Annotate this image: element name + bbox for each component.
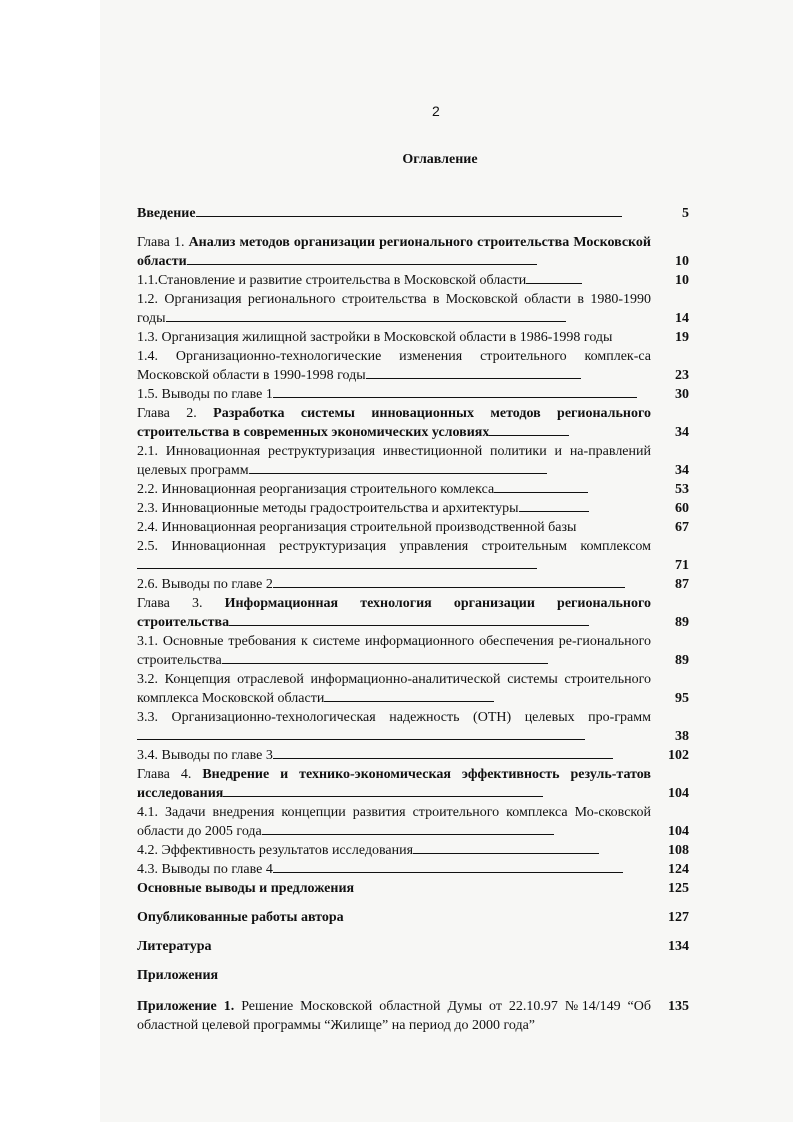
- toc-entry[interactable]: Приложения: [137, 968, 219, 983]
- toc-entry[interactable]: Литература 134: [137, 939, 689, 954]
- toc-entry[interactable]: Глава 1. Анализ методов организации регионального строительства Московской области 10: [137, 235, 689, 269]
- toc-entry[interactable]: Введение 5: [137, 206, 689, 221]
- toc-entry[interactable]: 2.3. Инновационные методы градостроительства и архитектуры 60: [137, 501, 689, 516]
- toc-entry[interactable]: 3.1. Основные требования к системе информационного обеспечения ре-гионального строительства 89: [137, 634, 689, 668]
- toc-entry[interactable]: Глава 3. Информационная технология организации регионального строительства 89: [137, 596, 689, 630]
- toc-entry[interactable]: 2.1. Инновационная реструктуризация инвестиционной политики и на-правлений целевых программ 34: [137, 444, 689, 478]
- toc-entry[interactable]: Опубликованные работы автора 127: [137, 910, 689, 925]
- toc-entry[interactable]: 2.2. Инновационная реорганизация строительного комлекса 53: [137, 482, 689, 497]
- toc-entry[interactable]: 3.4. Выводы по главе 3 102: [137, 748, 689, 763]
- toc-entry[interactable]: Глава 4. Внедрение и технико-экономическая эффективность резуль-татов исследования 104: [137, 767, 689, 801]
- toc-entry[interactable]: 2.6. Выводы по главе 2 87: [137, 577, 689, 592]
- toc-entry[interactable]: 2.4. Инновационная реорганизация строительной производственной базы 67: [137, 520, 689, 535]
- toc-entry[interactable]: 1.5. Выводы по главе 1 30: [137, 387, 689, 402]
- toc-entry[interactable]: 2.5. Инновационная реструктуризация управления строительным комплексом 71: [137, 539, 689, 573]
- toc-title: Оглавление: [402, 152, 478, 167]
- toc-entry[interactable]: Основные выводы и предложения 125: [137, 881, 689, 896]
- toc-entry[interactable]: 3.3. Организационно-технологическая надежность (ОТН) целевых про-грамм 38: [137, 710, 689, 744]
- toc-entry[interactable]: 4.1. Задачи внедрения концепции развития строительного комплекса Мо-сковской области до 2005 года 104: [137, 805, 689, 839]
- toc-entry[interactable]: 3.2. Концепция отраслевой информационно-аналитической системы строительного комплекса Московской области 95: [137, 672, 689, 706]
- toc-entry[interactable]: 1.2. Организация регионального строительства в Московской области в 1980-1990 годы 14: [137, 292, 689, 326]
- toc-entry[interactable]: 4.2. Эффективность результатов исследования 108: [137, 843, 689, 858]
- toc-entry[interactable]: 1.1.Становление и развитие строительства в Московской области 10: [137, 273, 689, 288]
- toc-entry[interactable]: Приложение 1. Решение Московской областной Думы от 22.10.97 №14/149 “Об областной целевой программы “Жилище” на период до 2000 года” 135: [137, 999, 689, 1033]
- toc-list: [137, 204, 689, 1035]
- page-number: 2: [432, 103, 440, 119]
- toc-entry[interactable]: 1.4. Организационно-технологические изменения строительного комплек-са Московской области в 1990-1998 годы 23: [137, 349, 689, 383]
- toc-entry[interactable]: Глава 2. Разработка системы инновационных методов регионального строительства в современных экономических условиях 34: [137, 406, 689, 440]
- toc-entry[interactable]: 4.3. Выводы по главе 4 124: [137, 862, 689, 877]
- toc-entry[interactable]: 1.3. Организация жилищной застройки в Московской области в 1986-1998 годы 19: [137, 330, 689, 345]
